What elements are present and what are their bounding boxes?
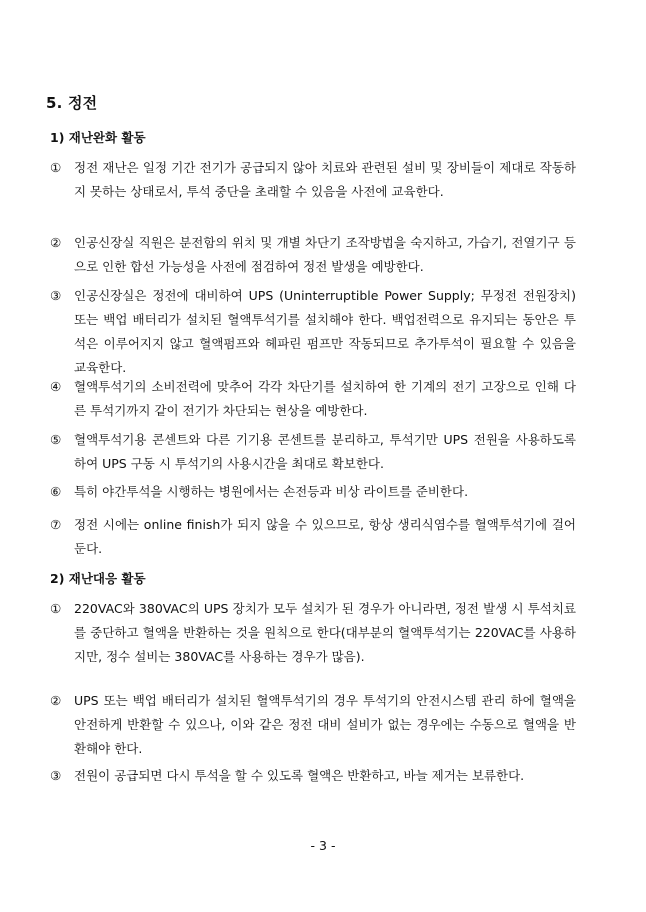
item-text: 특히 야간투석을 시행하는 병원에서는 손전등과 비상 라이트를 준비한다.	[74, 484, 469, 499]
list-item	[50, 156, 576, 204]
item-text: 전원이 공급되면 다시 투석을 할 수 있도록 혈액은 반환하고, 바늘 제거는 보류한다.	[74, 768, 525, 783]
section-heading: 5. 정전	[46, 94, 98, 112]
list-item	[50, 689, 576, 761]
item-text: 인공신장실은 정전에 대비하여 UPS (Uninterruptible Power Supply; 무정전 전원장치) 또는 백업 배터리가 설치된 혈액투석기를 설치해야 한다. 백업전력으로 유지되는 동안은 투석은 이루어지지 않고 혈액펌프와 헤파린 펌프만 작동되므로 추가투석이 필요할 수 있음을 교육한다.	[74, 288, 576, 375]
item-number: ⑥	[50, 484, 62, 499]
item-text: UPS 또는 백업 배터리가 설치된 혈액투석기의 경우 투석기의 안전시스템 관리 하에 혈액을 안전하게 반환할 수 있으나, 이와 같은 정전 대비 설비가 없는 경우에는 수동으로 혈액을 반환해야 한다.	[74, 693, 576, 756]
list-item	[50, 284, 576, 380]
item-text: 정전 재난은 일정 기간 전기가 공급되지 않아 치료와 관련된 설비 및 장비들이 제대로 작동하지 못하는 상태로서, 투석 중단을 초래할 수 있음을 사전에 교육한다.	[74, 160, 576, 199]
item-text: 정전 시에는 online finish가 되지 않을 수 있으므로, 항상 생리식염수를 혈액투석기에 걸어둔다.	[74, 517, 576, 556]
item-number: ③	[50, 288, 62, 303]
list-item	[50, 597, 576, 669]
item-text: 혈액투석기의 소비전력에 맞추어 각각 차단기를 설치하여 한 기계의 전기 고장으로 인해 다른 투석기까지 같이 전기가 차단되는 현상을 예방한다.	[74, 379, 576, 418]
list-item	[50, 764, 576, 788]
item-number: ②	[50, 235, 62, 250]
item-number: ①	[50, 601, 62, 616]
list-item	[50, 231, 576, 279]
list-item	[50, 513, 576, 561]
list-item	[50, 480, 576, 504]
page-number: - 3 -	[310, 838, 336, 853]
item-number: ⑦	[50, 517, 62, 532]
item-number: ②	[50, 693, 62, 708]
item-number: ④	[50, 379, 62, 394]
item-text: 혈액투석기용 콘센트와 다른 기기용 콘센트를 분리하고, 투석기만 UPS 전원을 사용하도록 하여 UPS 구동 시 투석기의 사용시간을 최대로 확보한다.	[74, 432, 576, 471]
item-text: 인공신장실 직원은 분전함의 위치 및 개별 차단기 조작방법을 숙지하고, 가습기, 전열기구 등으로 인한 합선 가능성을 사전에 점검하여 정전 발생을 예방한다.	[74, 235, 576, 274]
subsection-title-response: 2) 재난대응 활동	[50, 571, 146, 586]
subsection-title-mitigation: 1) 재난완화 활동	[50, 130, 146, 145]
item-number: ①	[50, 160, 62, 175]
item-number: ③	[50, 768, 62, 783]
item-text: 220VAC와 380VAC의 UPS 장치가 모두 설치가 된 경우가 아니라면, 정전 발생 시 투석치료를 중단하고 혈액을 반환하는 것을 원칙으로 한다(대부분의 혈액투석기는 220VAC를 사용하지만, 정수 설비는 380VAC를 사용하는 경우가 많음).	[74, 601, 576, 664]
list-item	[50, 375, 576, 423]
list-item	[50, 428, 576, 476]
item-number: ⑤	[50, 432, 62, 447]
